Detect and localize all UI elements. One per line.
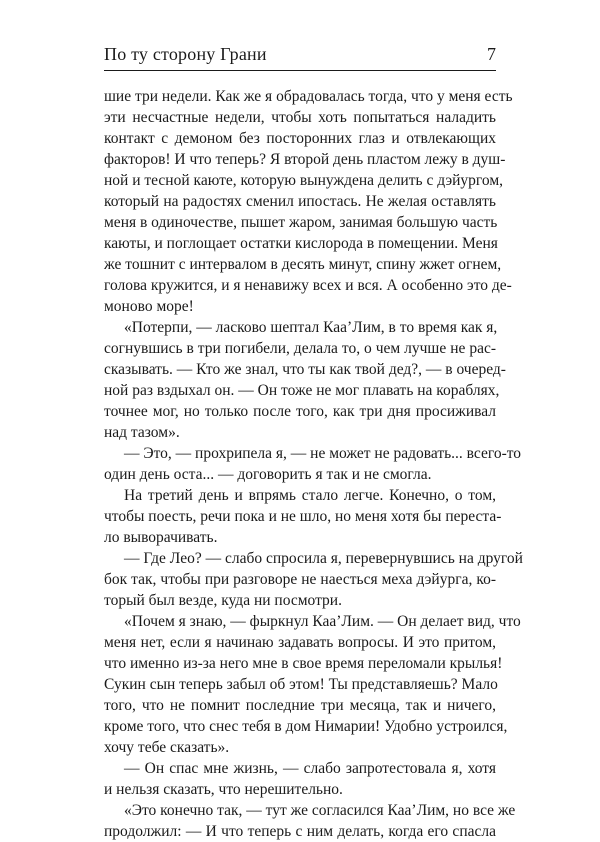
text-line: сказывать. — Кто же знал, что ты как твой дед?, — в очеред-	[104, 361, 506, 378]
text-line: того, что не помнит последние три месяца, так и ничего,	[104, 697, 496, 714]
text-line: «Это конечно так, — тут же согласился Каа’Лим, но все же	[124, 802, 516, 819]
text-line: Сукин сын теперь забыл об этом! Ты представляешь? Мало	[104, 676, 498, 693]
text-line: — Это, — прохрипела я, — не может не радовать... всего-то	[124, 445, 522, 462]
running-title: По ту сторону Грани	[104, 44, 267, 64]
text-line: контакт с демоном без посторонних глаз и отвлекающих	[104, 130, 496, 147]
text-line: «Почем я знаю, — фыркнул Каа’Лим. — Он делает вид, что	[124, 613, 521, 630]
text-line: ло выворачивать.	[104, 529, 218, 546]
text-line: каюты, и поглощает остатки кислорода в помещении. Меня	[104, 235, 498, 252]
paragraph	[104, 758, 496, 800]
text-line: моново море!	[104, 298, 194, 315]
text-line: факторов! И что теперь? Я второй день пластом лежу в душ-	[104, 151, 506, 168]
text-line: кроме того, что снес тебя в дом Нимарии! Удобно устроился,	[104, 718, 508, 735]
text-line: и нельзя сказать, что нерешительно.	[104, 781, 343, 798]
text-line: продолжил: — И что теперь с ним делать, когда его спасла	[104, 823, 496, 840]
running-head	[104, 44, 496, 68]
paragraph	[104, 86, 513, 317]
text-line: ной раз вздыхал он. — Он тоже не мог плавать на кораблях,	[104, 382, 500, 399]
text-line: точнее мог, но только после того, как три дня просиживал	[104, 403, 496, 420]
text-line: На третий день и впрямь стало легче. Конечно, о том,	[124, 487, 496, 504]
text-line: согнувшись в три погибели, делала то, о чем лучше не рас-	[104, 340, 496, 357]
paragraph	[104, 443, 522, 485]
text-line: который на радостях сменил ипостась. Не желая оставлять	[104, 193, 496, 210]
header-rule	[104, 70, 496, 71]
text-line: чтобы поесть, речи пока и не шло, но меня хотя бы переста-	[104, 508, 502, 525]
paragraph	[104, 611, 521, 758]
text-line: что именно из-за него мне в свое время переломали крылья!	[104, 655, 503, 672]
text-line: ной и тесной каюте, которую вынуждена делить с дэйургом,	[104, 172, 504, 189]
page-number: 7	[487, 44, 496, 64]
text-line: — Он спас мне жизнь, — слабо запротестовала я, хотя	[124, 760, 496, 777]
text-line: над тазом».	[104, 424, 180, 441]
text-line: эти несчастные недели, чтобы хоть попытаться наладить	[104, 109, 496, 126]
text-line: «Потерпи, — ласково шептал Каа’Лим, в то время как я,	[124, 319, 498, 336]
text-line: бок так, чтобы при разговоре не наесться меха дэйурга, ко-	[104, 571, 496, 588]
paragraph	[104, 800, 516, 842]
text-line: голова кружится, и я ненавижу всех и вся. А особенно это де-	[104, 277, 512, 294]
paragraph	[104, 548, 523, 611]
text-line: меня нет, если я начинаю задавать вопросы. И это притом,	[104, 634, 496, 651]
text-line: — Где Лео? — слабо спросила я, перевернувшись на другой	[124, 550, 523, 567]
paragraph	[104, 485, 502, 548]
text-line: торый был везде, куда ни посмотри.	[104, 592, 342, 609]
text-line: один день оста... — договорить я так и не смогла.	[104, 466, 432, 483]
text-line: шие три недели. Как же я обрадовалась тогда, что у меня есть	[104, 88, 513, 105]
text-line: хочу тебе сказать».	[104, 739, 230, 756]
text-line: меня в одиночестве, пышет жаром, занимая большую часть	[104, 214, 498, 231]
text-line: же тошнит с интервалом в десять минут, спину жжет огнем,	[104, 256, 502, 273]
paragraph	[104, 317, 506, 443]
body-text	[104, 86, 523, 842]
